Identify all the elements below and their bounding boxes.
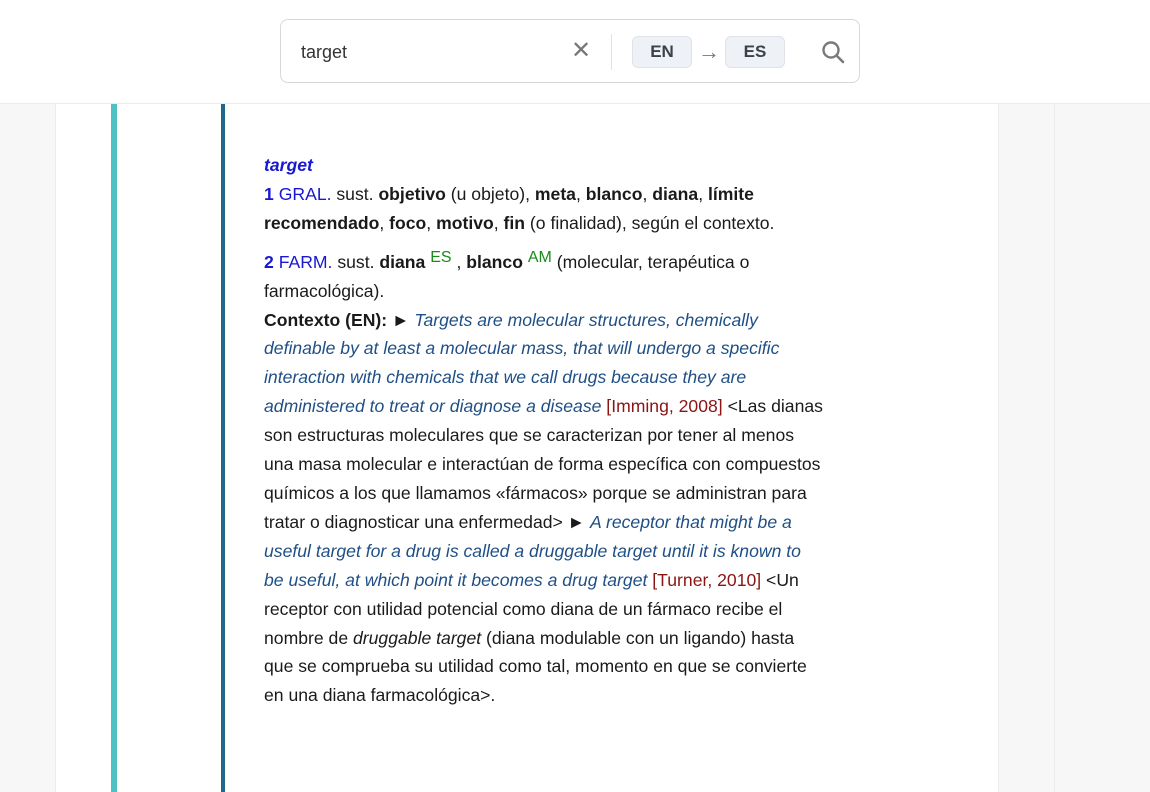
context-block — [264, 306, 824, 711]
example-marker: ► — [562, 511, 590, 532]
separator: , — [493, 212, 504, 233]
sense-number: 2 — [264, 251, 274, 272]
entry-headword: target — [264, 155, 313, 175]
entry-accent-bar — [221, 104, 225, 792]
sense-tail: (o finalidad), según el contexto. — [525, 212, 775, 233]
right-margin-line — [1054, 104, 1055, 792]
search-header — [0, 0, 1150, 104]
swap-languages-arrow[interactable]: → — [698, 39, 720, 64]
example-translation-term: druggable target — [353, 627, 482, 648]
example-citation: [Imming, 2008] — [601, 396, 723, 417]
sense-2 — [264, 244, 824, 306]
translation: foco — [389, 212, 427, 233]
clear-search-button[interactable]: ✕ — [570, 37, 592, 64]
translation: límite recomendado — [264, 183, 754, 233]
translation: objetivo — [378, 183, 446, 204]
target-language-button[interactable]: ES — [725, 36, 785, 68]
section-accent-bar — [111, 104, 117, 792]
sense-domain: FARM. — [278, 251, 333, 272]
right-margin — [999, 104, 1055, 792]
example-translation: <Un receptor con utilidad potencial como diana de un fármaco recibe el nombre de — [264, 569, 799, 648]
separator: , — [426, 212, 437, 233]
separator: , — [642, 183, 653, 204]
separator: , — [379, 212, 390, 233]
search-icon[interactable] — [819, 38, 847, 66]
translation: fin — [503, 212, 526, 233]
source-language-button[interactable]: EN — [632, 36, 692, 68]
variant-label: AM — [527, 248, 552, 266]
example-quote: A receptor that might be a useful target for a drug is called a druggable target until it is known to be useful, at which point it becomes a drug target — [264, 511, 801, 590]
part-of-speech: sust. — [332, 251, 380, 272]
variant-label: ES — [430, 248, 452, 266]
sense-number: 1 — [264, 183, 274, 204]
example-translation: <Las dianas son estructuras moleculares que se caracterizan por tener al menos una masa molecular e interactúan de forma específica con compuestos químicos a los que llamamos «fármacos» porque se administran para tratar o diagnosticar una enfermedad> — [264, 396, 823, 532]
translation: blanco — [585, 183, 643, 204]
example-marker: ► — [387, 309, 415, 330]
example-quote: Targets are molecular structures, chemically definable by at least a molecular mass, that will undergo a specific interaction with chemicals that we call drugs because they are administered to treat or diagnose a disease — [264, 309, 780, 417]
translation: motivo — [436, 212, 494, 233]
sense-domain: GRAL. — [278, 183, 332, 204]
search-divider — [611, 34, 612, 70]
sense-tail: (molecular, terapéutica o farmacológica). — [264, 251, 750, 301]
part-of-speech: sust. — [331, 183, 379, 204]
search-input[interactable] — [301, 38, 561, 66]
separator: , — [575, 183, 586, 204]
search-box — [280, 19, 860, 83]
translation: diana — [379, 251, 426, 272]
separator: , — [451, 251, 467, 272]
example-translation: (diana modulable con un ligando) hasta que se comprueba su utilidad como tal, momento en que se convierte en una diana farmacológica>. — [264, 627, 807, 706]
search-icon-graphic — [819, 38, 847, 66]
context-label: Contexto (EN): — [264, 309, 388, 330]
dictionary-entry — [264, 151, 824, 710]
sense-1 — [264, 180, 824, 238]
translation: diana — [652, 183, 699, 204]
translation: meta — [534, 183, 576, 204]
translation: blanco — [466, 251, 523, 272]
entry-headword-line — [264, 151, 824, 180]
example-citation: [Turner, 2010] — [647, 569, 762, 590]
separator: , — [698, 183, 708, 204]
translation-note: (u objeto), — [445, 183, 535, 204]
